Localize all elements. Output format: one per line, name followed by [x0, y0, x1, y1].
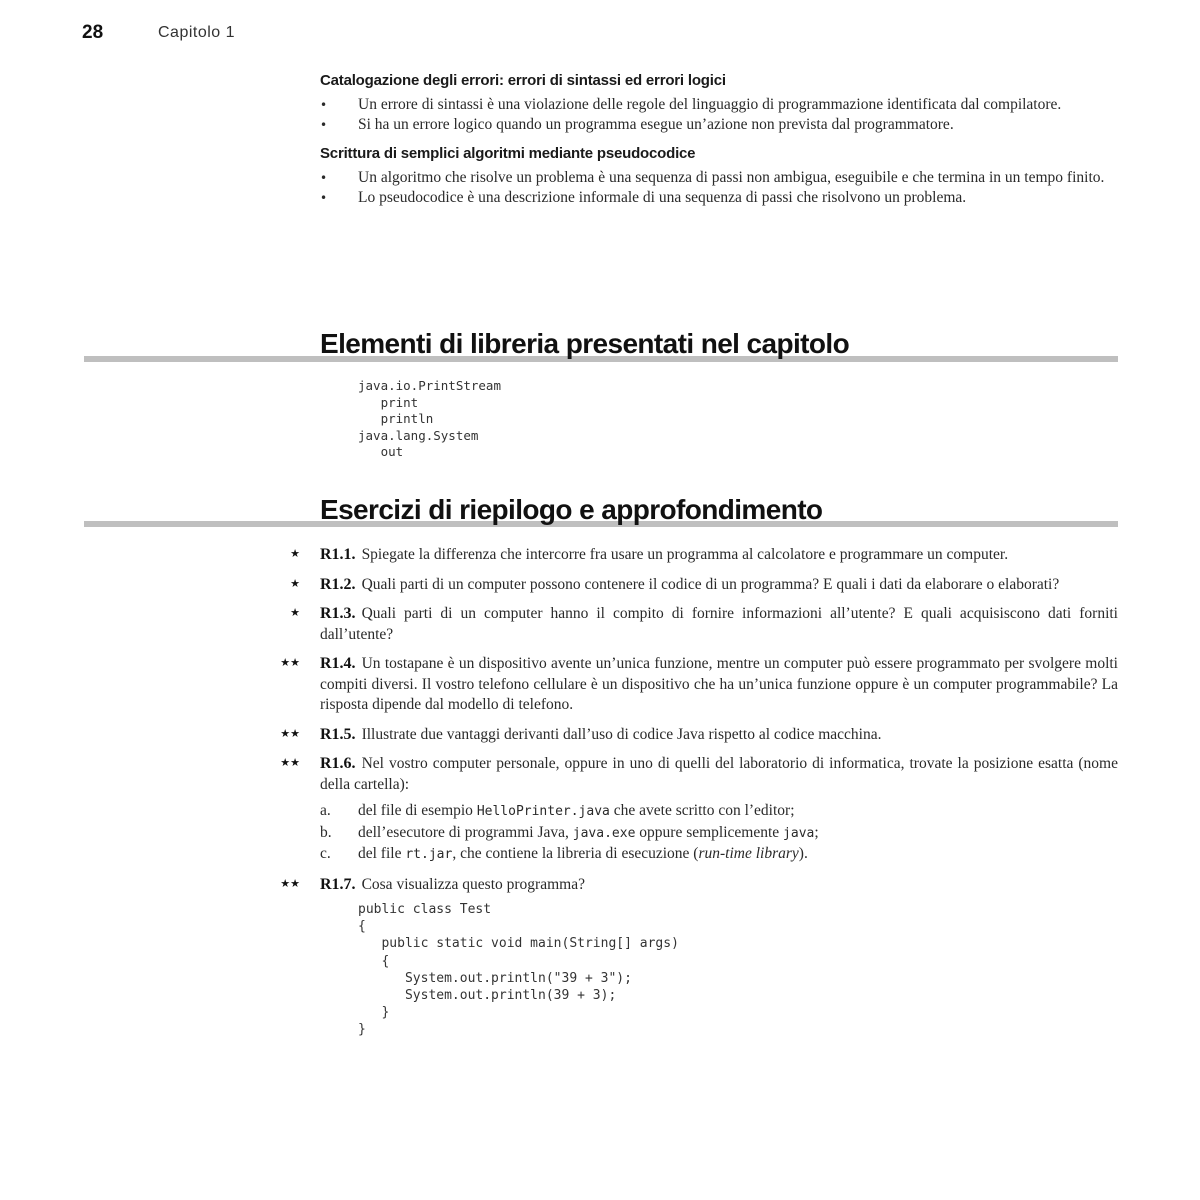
summary-content: [320, 72, 1118, 218]
errors-bullet-list: [320, 95, 1118, 135]
list-item-text: Un algoritmo che risolve un problema è una sequenza di passi non ambigua, eseguibile e che termina in un tempo finito.: [358, 169, 1105, 186]
sub-item-text: del file di esempio: [358, 802, 477, 819]
list-item-text: Un errore di sintassi è una violazione delle regole del linguaggio di programmazione identificata dal compilatore.: [358, 96, 1062, 113]
exercise-text: Spiegate la differenza che intercorre fra usare un programma al calcolatore e programmare un computer.: [361, 546, 1009, 563]
exercise-text: Nel vostro computer personale, oppure in uno di quelli del laboratorio di informatica, trovate la posizione esatta (nome della cartella):: [320, 755, 1118, 793]
difficulty-stars-icon: ★★: [280, 876, 300, 890]
sub-item-text: dell’esecutore di programmi Java,: [358, 823, 573, 841]
chapter-label: Capitolo 1: [158, 24, 236, 41]
code-inline: java.exe: [572, 825, 636, 841]
pseudocode-bullet-list: [320, 168, 1118, 208]
exercise-r1-2: [270, 575, 1118, 596]
code-inline: HelloPrinter.java: [476, 804, 610, 819]
sub-item-letter: c.: [320, 845, 331, 862]
exercise-id: R1.3.: [320, 605, 356, 622]
sub-item-text: ).: [798, 845, 808, 862]
exercise-r1-7: [270, 875, 1118, 1039]
code-inline: rt.jar: [405, 847, 453, 862]
sub-item-a: [320, 801, 1118, 823]
sub-item-letter: b.: [320, 823, 332, 841]
difficulty-stars-icon: ★: [290, 576, 300, 590]
library-section-title: Elementi di libreria presentati nel capitolo: [320, 328, 850, 359]
exercise-r1-1: [270, 545, 1118, 566]
code-inline: java: [783, 825, 815, 841]
subsection-title-pseudocode: Scrittura di semplici algoritmi mediante pseudocodice: [320, 145, 696, 162]
exercise-r1-6: [270, 754, 1118, 866]
sub-item-text: che avete scritto con l’editor;: [609, 802, 795, 819]
italic-term: run-time library: [698, 845, 799, 862]
subsection-title-errors: Catalogazione degli errori: errori di sintassi ed errori logici: [320, 72, 726, 89]
difficulty-stars-icon: ★★: [280, 656, 300, 669]
exercise-text: Quali parti di un computer hanno il compito di fornire informazioni all’utente? E quali acquisiscono dati forniti dall’utente?: [320, 605, 1118, 643]
list-item-text: Lo pseudocodice è una descrizione informale di una sequenza di passi che risolvono un problema.: [358, 189, 967, 206]
sub-item-c: [320, 844, 1118, 866]
exercise-id: R1.2.: [320, 575, 356, 593]
exercise-r1-4: [270, 654, 1118, 716]
exercise-id: R1.6.: [320, 755, 356, 772]
bullet-icon: •: [320, 98, 328, 112]
exercise-r1-5: [270, 725, 1118, 746]
page-number: 28: [82, 22, 104, 43]
bullet-icon: •: [320, 191, 328, 205]
sub-item-letter: a.: [320, 802, 331, 819]
exercise-id: R1.4.: [320, 655, 356, 672]
exercise-id: R1.5.: [320, 725, 356, 743]
library-items: java.io.PrintStream print println java.lang.System out: [358, 378, 501, 459]
exercise-text: Quali parti di un computer possono contenere il codice di un programma? E quali i dati da elaborare o elaborati?: [361, 575, 1060, 593]
list-item: [320, 95, 1118, 115]
r1-6-sub-list: [320, 801, 1118, 866]
exercise-id: R1.7.: [320, 875, 356, 893]
exercise-text: Un tostapane è un dispositivo avente un’unica funzione, mentre un computer può essere programmato per svolgere molti compiti diversi. Il vostro telefono cellulare è un dispositivo che ha un’unica funzione oppure è un computer programmabile? La risposta dipende dal modello di telefono.: [320, 655, 1118, 713]
difficulty-stars-icon: ★★: [280, 726, 300, 740]
difficulty-stars-icon: ★★: [280, 756, 300, 769]
exercises-section-title: Esercizi di riepilogo e approfondimento: [320, 494, 823, 525]
sub-item-text: ;: [814, 823, 819, 841]
difficulty-stars-icon: ★: [290, 547, 300, 560]
exercise-r1-3: [270, 604, 1118, 645]
bullet-icon: •: [320, 118, 328, 132]
bullet-icon: •: [320, 171, 328, 185]
sub-item-text: oppure semplicemente: [635, 823, 784, 841]
page-header: [82, 22, 236, 44]
list-item: [320, 115, 1118, 135]
exercise-text: Illustrate due vantaggi derivanti dall’uso di codice Java rispetto al codice macchina.: [361, 725, 882, 743]
sub-item-text: , che contiene la libreria di esecuzione (: [452, 845, 699, 862]
list-item: [320, 168, 1118, 188]
list-item-text: Si ha un errore logico quando un programma esegue un’azione non prevista dal programmatore.: [358, 116, 954, 133]
exercise-text: Cosa visualizza questo programma?: [361, 875, 585, 893]
list-item: [320, 188, 1118, 208]
exercise-id: R1.1.: [320, 546, 356, 563]
sub-item-text: del file: [358, 845, 406, 862]
code-block: public class Test { public static void main(String[] args) { System.out.println("39 + 3"); System.out.println(39 + 3); } }: [358, 902, 679, 1038]
exercise-list: [270, 545, 1118, 1048]
difficulty-stars-icon: ★: [290, 606, 300, 619]
sub-item-b: [320, 823, 1118, 845]
